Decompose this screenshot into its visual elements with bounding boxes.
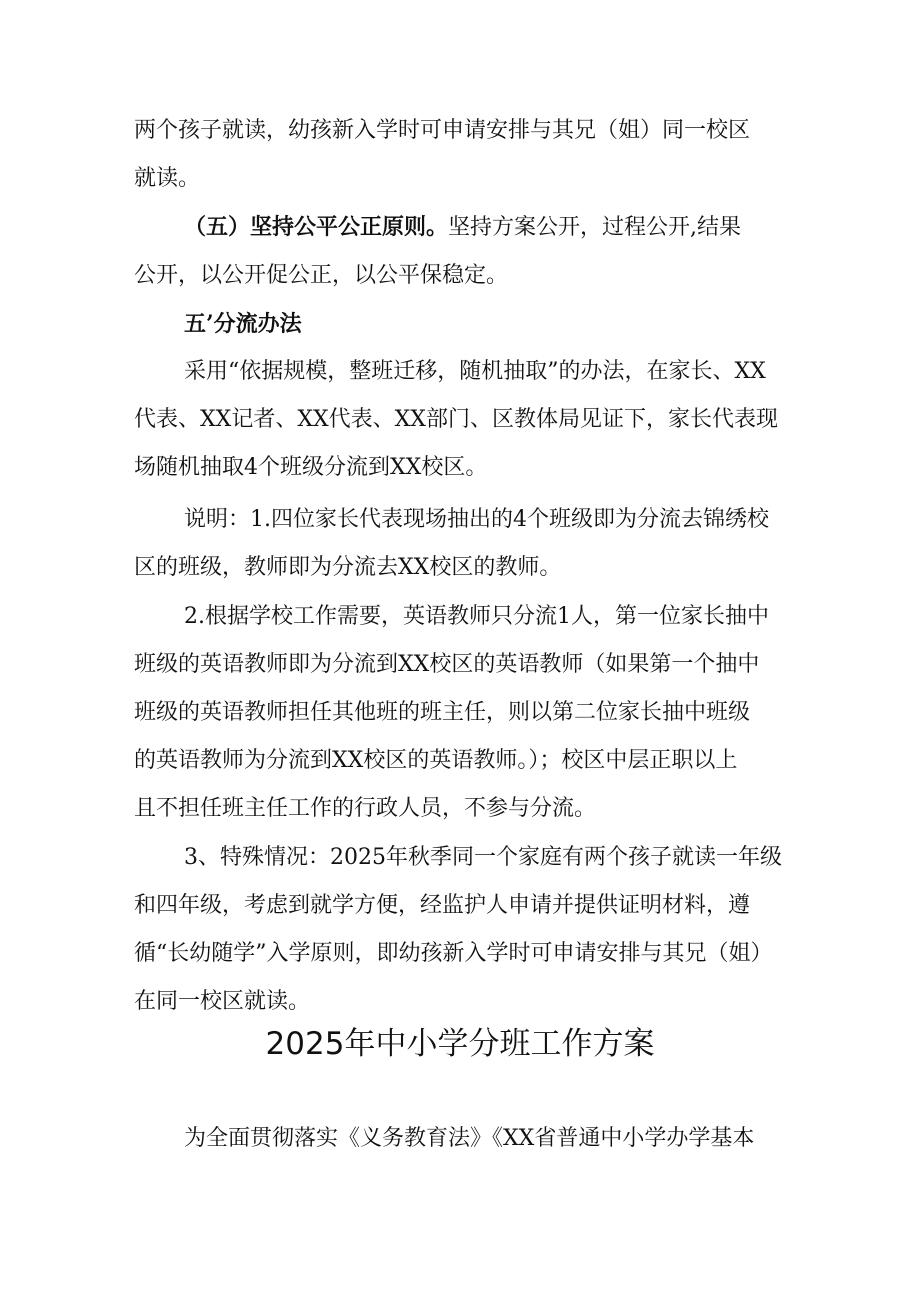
paragraph-line: 循“长幼随学”入学原则，即幼孩新入学时可申请安排与其兄（姐） (134, 941, 773, 966)
paragraph-line: 区的班级，教师即为分流去XX校区的教师。 (134, 555, 562, 580)
paragraph-line: 两个孩子就读，幼孩新入学时可申请安排与其兄（姐）同一校区 (134, 118, 751, 143)
principle-heading: （五）坚持公平公正原则。 (184, 214, 449, 240)
paragraph-line: 场随机抽取4个班级分流到XX校区。 (134, 455, 488, 480)
paragraph-line: 且不担任班主任工作的行政人员，不参与分流。 (134, 796, 597, 821)
section-heading: 五’分流办法 (184, 311, 302, 337)
paragraph-line: 采用“依据规模，整班迁移，随机抽取”的办法，在家长、XX (184, 359, 766, 384)
paragraph-line: 的英语教师为分流到XX校区的英语教师。）；校区中层正职以上 (134, 748, 738, 773)
paragraph-line: 为全面贯彻落实《义务教育法》《XX省普通中小学办学基本 (184, 1126, 755, 1151)
paragraph-line: 3、特殊情况：2025年秋季同一个家庭有两个孩子就读一年级 (184, 845, 782, 870)
paragraph-line: 公开，以公开促公正，以公平保稳定。 (134, 263, 509, 288)
paragraph-line: 2.根据学校工作需要，英语教师只分流1人，第一位家长抽中 (184, 604, 769, 629)
principle-text: 坚持方案公开，过程公开,结果 (448, 215, 742, 240)
paragraph-line: 班级的英语教师担任其他班的班主任，则以第二位家长抽中班级 (134, 700, 751, 725)
paragraph-line: 在同一校区就读。 (134, 989, 311, 1014)
paragraph-line: 代表、XX记者、XX代表、XX部门、区教体局见证下，家长代表现 (134, 407, 778, 432)
paragraph-line: 和四年级，考虑到就学方便，经监护人申请并提供证明材料，遵 (134, 893, 751, 918)
paragraph-line: 就读。 (134, 166, 201, 191)
principle-paragraph (184, 212, 741, 243)
paragraph-line: 班级的英语教师即为分流到XX校区的英语教师（如果第一个抽中 (134, 652, 760, 677)
paragraph-line: 说明：1.四位家长代表现场抽出的4个班级即为分流去锦绣校 (184, 507, 769, 532)
document-title: 2025年中小学分班工作方案 (265, 1026, 655, 1062)
